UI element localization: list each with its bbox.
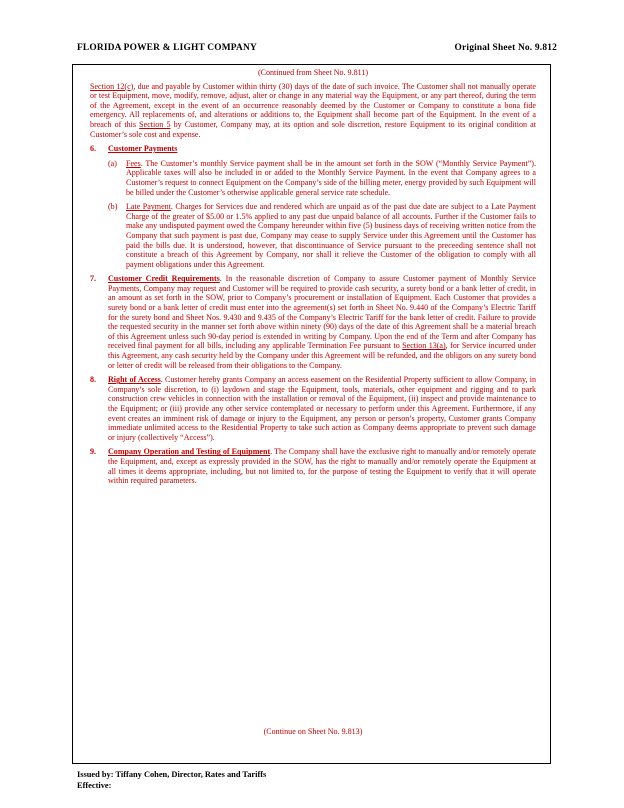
section-ref: Section 13(a)	[402, 341, 446, 351]
page-footer	[77, 770, 266, 791]
subsection-label: (a)	[108, 158, 117, 168]
subsection-6a	[108, 159, 536, 197]
section-title: Right of Access	[108, 375, 161, 385]
continue-on-note: (Continue on Sheet No. 9.813)	[263, 727, 363, 736]
tariff-body	[90, 68, 536, 486]
section-title: Company Operation and Testing of Equipment	[108, 447, 271, 457]
subsection-6b	[108, 202, 536, 269]
section-text: . The Company shall have the exclusive right to manually and/or remotely operate the Equipment, and, except as expressly provided in the SOW, has the right to manually and/or remotely operate the Equipment at all times it deems appropriate, including, but not limited to, for the purpose of testing the Equipment to verify that it will operate within required parameters.	[108, 447, 536, 486]
continued-from-note: (Continued from Sheet No. 9.811)	[257, 68, 369, 77]
subsection-text: . Charges for Services due and rendered which are unpaid as of the past due date are subject to a Late Payment Charge of the greater of $5.00 or 1.5% applied to any past due unpaid balance of all accounts. Further if the Customer fails to make any undisputed payment owed the Company hereunder within five (5) business days of receiving written notice from the Company that such payment is past due, Company may cease to supply Service under this Agreement until the Customer has paid the bills due. It is understood, however, that discontinuance of Service pursuant to the preceeding sentence shall not constitute a breach of this Agreement by Company, nor shall it relieve the Customer of the obligation to comply with all payment obligations under this Agreement.	[126, 202, 537, 269]
sheet-number: Original Sheet No. 9.812	[454, 43, 557, 53]
section-number: 7.	[90, 274, 97, 284]
section-text: . Customer hereby grants Company an access easement on the Residential Property sufficient to allow Company, in Company’s sole discretion, to (i) laydown and stage the Equipment, tools, materials, other equipment and rigging and to park construction crew vehicles in connection with the installation or removal of the Equipment, (ii) inspect and provide maintenance to the Equipment; or (iii) provide any other service contemplated or necessary to perform under this Agreement. Furthermore, if any event creates an imminent risk of damage or injury to the Equipment, any person or person’s property, Customer grants Company immediate unlimited access to the Residential Property to take such action as Company deems appropriate to prevent such damage or injury (collectively “Access”).	[108, 375, 536, 442]
section-number: 9.	[90, 447, 97, 457]
subsection-label: (b)	[108, 202, 118, 212]
section-8	[90, 375, 536, 442]
company-name: FLORIDA POWER & LIGHT COMPANY	[77, 43, 257, 53]
intro-paragraph: Section 12(c), due and payable by Customer within thirty (30) days of the date of such invoice. The Customer shall not manually operate or test Equipment, move, modify, remove, adjust, alter or change in any material way the Equipment, or any part thereof, during the term of the Agreement, except in the event of an occurrence reasonably deemed by the Customer or Company to constitute a bona fide emergency. All replacements of, and alterations or additions to, the Equipment shall become part of the Equipment. In the event of a breach of this Section 5 by Customer, Company may, at its option and sole discretion, restore Equipment to its original condition at Customer’s sole cost and expense.	[90, 81, 536, 139]
subsection-text: . The Customer’s monthly Service payment shall be in the amount set forth in the SOW (“Monthly Service Payment”). Applicable taxes will also be included in or added to the Monthly Service Payment. In the event that Company agrees to a Customer’s request to connect Equipment on the Company’s side of the billing meter, energy provided by such Equipment will be billed under the Customer’s otherwise applicable general service rate schedule.	[126, 158, 536, 197]
section-7: 7. Customer Credit Requirements. In the reasonable discretion of Company to assure Customer payment of Monthly Service Payments, Company may request and Customer will be required to provide cash security, a surety bond or a bank letter of credit, in an amount as set forth in the SOW, prior to Company’s procurement or installation of Equipment. Each Customer that provides a surety bond or a bank letter of credit must enter into the agreement(s) set forth in Sheet No. 9.440 of the Company’s Electric Tariff for the surety bond and Sheet Nos. 9.430 and 9.435 of the Company’s Electric Tariff for the bank letter of credit. Failure to provide the requested security in the manner set forth above within ninety (90) days of the date of this Agreement shall be a material breach of this Agreement unless such 90-day period is extended in writing by Company. Upon the end of the Term and after Company has received final payment for all bills, including any applicable Termination Fee pursuant to Section 13(a), for Service incurred under this Agreement, any cash security held by the Company under this Agreement will be refunded, and the obligors on any surety bond or letter of credit will be released from their obligations to the Company.	[90, 274, 536, 370]
page-header	[77, 43, 557, 53]
issued-by: Issued by: Tiffany Cohen, Director, Rates and Tariffs	[77, 770, 267, 779]
section-6	[90, 144, 536, 269]
section-title: Customer Credit Requirements	[108, 274, 220, 284]
section-title: Customer Payments	[108, 144, 178, 154]
section-ref: Section 12(c)	[90, 81, 134, 91]
section-9	[90, 447, 536, 485]
section-number: 8.	[90, 375, 97, 385]
subsection-title: Fees	[126, 158, 141, 168]
section-number: 6.	[90, 144, 97, 154]
subsection-title: Late Payment	[126, 202, 171, 212]
section-ref: Section 5	[139, 119, 171, 129]
effective-date: Effective:	[77, 780, 112, 790]
